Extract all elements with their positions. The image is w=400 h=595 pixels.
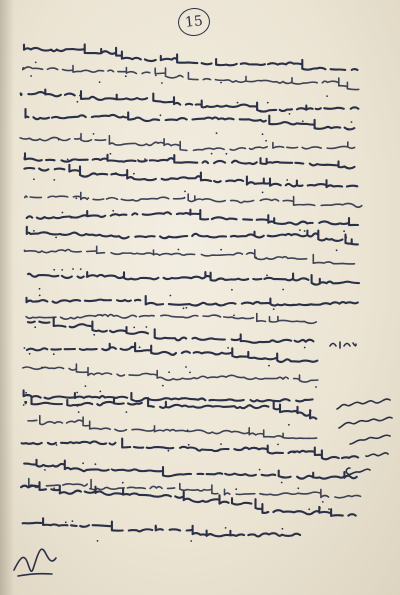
diacritic-dot (265, 140, 267, 142)
handwritten-line (15, 90, 358, 112)
diacritic-dot (35, 62, 37, 64)
diacritic-dot (67, 159, 69, 161)
diacritic-dot (126, 411, 128, 413)
diacritic-dot (296, 411, 298, 413)
diacritic-dot (53, 179, 55, 181)
handwritten-line (23, 479, 361, 498)
diacritic-dot (336, 249, 338, 251)
diacritic-dot (277, 444, 279, 446)
diacritic-dot (61, 269, 63, 271)
diacritic-dot (351, 121, 353, 123)
diacritic-dot (319, 507, 321, 509)
diacritic-dot (178, 249, 180, 251)
diacritic-dot (188, 444, 190, 446)
diacritic-dot (282, 528, 284, 530)
signature-mark (10, 540, 62, 580)
diacritic-dot (80, 268, 82, 270)
handwritten-line (18, 364, 318, 382)
diacritic-dot (183, 307, 185, 309)
diacritic-dot (186, 307, 188, 309)
margin-note (330, 392, 396, 482)
diacritic-dot (162, 385, 164, 387)
diacritic-dot (75, 197, 77, 199)
diacritic-dot (112, 210, 114, 212)
diacritic-dot (33, 230, 35, 232)
diacritic-dot (99, 81, 101, 83)
diacritic-dot (25, 392, 27, 394)
diacritic-dot (262, 133, 264, 135)
diacritic-dot (262, 192, 264, 194)
diacritic-dot (304, 230, 306, 232)
handwritten-line (14, 134, 355, 151)
diacritic-dot (281, 482, 283, 484)
diacritic-dot (139, 346, 141, 348)
diacritic-dot (53, 269, 55, 271)
handwritten-line (24, 44, 358, 70)
diacritic-dot (288, 424, 290, 426)
diacritic-dot (39, 295, 41, 297)
diacritic-dot (322, 501, 324, 503)
handwritten-line (27, 210, 358, 225)
diacritic-dot (293, 450, 295, 452)
diacritic-dot (34, 326, 36, 328)
diacritic-dot (89, 488, 91, 490)
diacritic-dot (267, 102, 269, 104)
diacritic-dot (85, 385, 87, 387)
handwritten-line (27, 343, 317, 362)
diacritic-dot (343, 230, 345, 232)
diacritic-dot (53, 353, 55, 355)
diacritic-dot (82, 462, 84, 464)
diacritic-dot (170, 295, 172, 297)
diacritic-dot (168, 371, 170, 373)
diacritic-dot (310, 410, 312, 412)
handwritten-line (24, 460, 357, 479)
diacritic-dot (216, 132, 218, 134)
diacritic-dot (62, 212, 64, 214)
diacritic-dot (77, 101, 79, 103)
handwritten-line (24, 165, 357, 187)
diacritic-dot (29, 353, 31, 355)
diacritic-dot (72, 268, 74, 270)
diacritic-dot (190, 540, 192, 542)
diacritic-dot (110, 153, 112, 155)
diacritic-dot (76, 392, 78, 394)
diacritic-dot (33, 178, 35, 180)
diacritic-dot (168, 450, 170, 452)
handwritten-line (22, 439, 359, 460)
diacritic-dot (226, 153, 228, 155)
diacritic-dot (302, 120, 304, 122)
diacritic-dot (328, 508, 330, 510)
diacritic-dot (315, 386, 317, 388)
margin-page-reference (328, 340, 358, 350)
diacritic-dot (161, 82, 163, 84)
diacritic-dot (125, 75, 127, 77)
diacritic-dot (146, 326, 148, 328)
diacritic-dot (93, 334, 95, 336)
handwritten-line (23, 314, 317, 324)
handwritten-line (22, 192, 362, 207)
diacritic-dot (304, 347, 306, 349)
handwritten-line (24, 272, 359, 285)
diacritic-dot (39, 288, 41, 290)
diacritic-dot (187, 429, 189, 431)
diacritic-dot (111, 468, 113, 470)
diacritic-dot (233, 315, 235, 317)
diacritic-dot (345, 237, 347, 239)
diacritic-dot (268, 365, 270, 367)
diacritic-dot (227, 347, 229, 349)
diacritic-dot (122, 482, 124, 484)
diacritic-dot (231, 289, 233, 291)
handwritten-line (27, 227, 358, 245)
handwritten-line (20, 296, 358, 306)
diacritic-dot (242, 63, 244, 65)
diacritic-dot (297, 487, 299, 489)
diacritic-dot (220, 82, 222, 84)
diacritic-dot (97, 540, 99, 542)
diacritic-dot (160, 114, 162, 116)
diacritic-dot (65, 521, 67, 523)
diacritic-dot (286, 179, 288, 181)
diacritic-dot (137, 159, 139, 161)
diacritic-dot (326, 95, 328, 97)
diacritic-dot (30, 75, 32, 77)
diacritic-dot (44, 469, 46, 471)
diacritic-dot (78, 411, 80, 413)
diacritic-dot (86, 276, 88, 278)
diacritic-dot (235, 488, 237, 490)
handwritten-line (22, 416, 316, 439)
diacritic-dot (155, 526, 157, 528)
handwritten-line (23, 518, 301, 536)
diacritic-dot (87, 197, 89, 199)
diacritic-dot (24, 347, 26, 349)
diacritic-dot (255, 257, 257, 259)
diacritic-dot (56, 444, 58, 446)
diacritic-dot (101, 314, 103, 316)
diacritic-dot (58, 139, 60, 141)
diacritic-dot (133, 327, 135, 329)
diacritic-dot (189, 372, 191, 374)
diacritic-dot (282, 289, 284, 291)
diacritic-dot (299, 229, 301, 231)
diacritic-dot (133, 173, 135, 175)
diacritic-dot (72, 520, 74, 522)
diacritic-dot (184, 197, 186, 199)
folio-number: 15 (177, 6, 212, 37)
diacritic-dot (308, 508, 310, 510)
diacritic-dot (225, 527, 227, 529)
diacritic-dot (99, 391, 101, 393)
diacritic-dot (266, 275, 268, 277)
diacritic-dot (273, 308, 275, 310)
diacritic-dot (155, 75, 157, 77)
diacritic-dot (144, 158, 146, 160)
handwritten-line (18, 246, 355, 264)
diacritic-dot (259, 469, 261, 471)
diacritic-dot (184, 191, 186, 193)
diacritic-dot (23, 404, 25, 406)
handwritten-line (21, 482, 356, 516)
diacritic-dot (70, 217, 72, 219)
diacritic-dot (93, 133, 95, 135)
handwritten-line (25, 153, 355, 168)
diacritic-dot (95, 463, 97, 465)
diacritic-dot (220, 249, 222, 251)
diacritic-dot (185, 366, 187, 368)
diacritic-dot (237, 102, 239, 104)
handwritten-line (19, 390, 312, 401)
diacritic-dot (55, 237, 57, 239)
diacritic-dot (211, 153, 213, 155)
handwritten-line (25, 109, 354, 129)
diacritic-dot (289, 113, 291, 115)
diacritic-dot (220, 443, 222, 445)
